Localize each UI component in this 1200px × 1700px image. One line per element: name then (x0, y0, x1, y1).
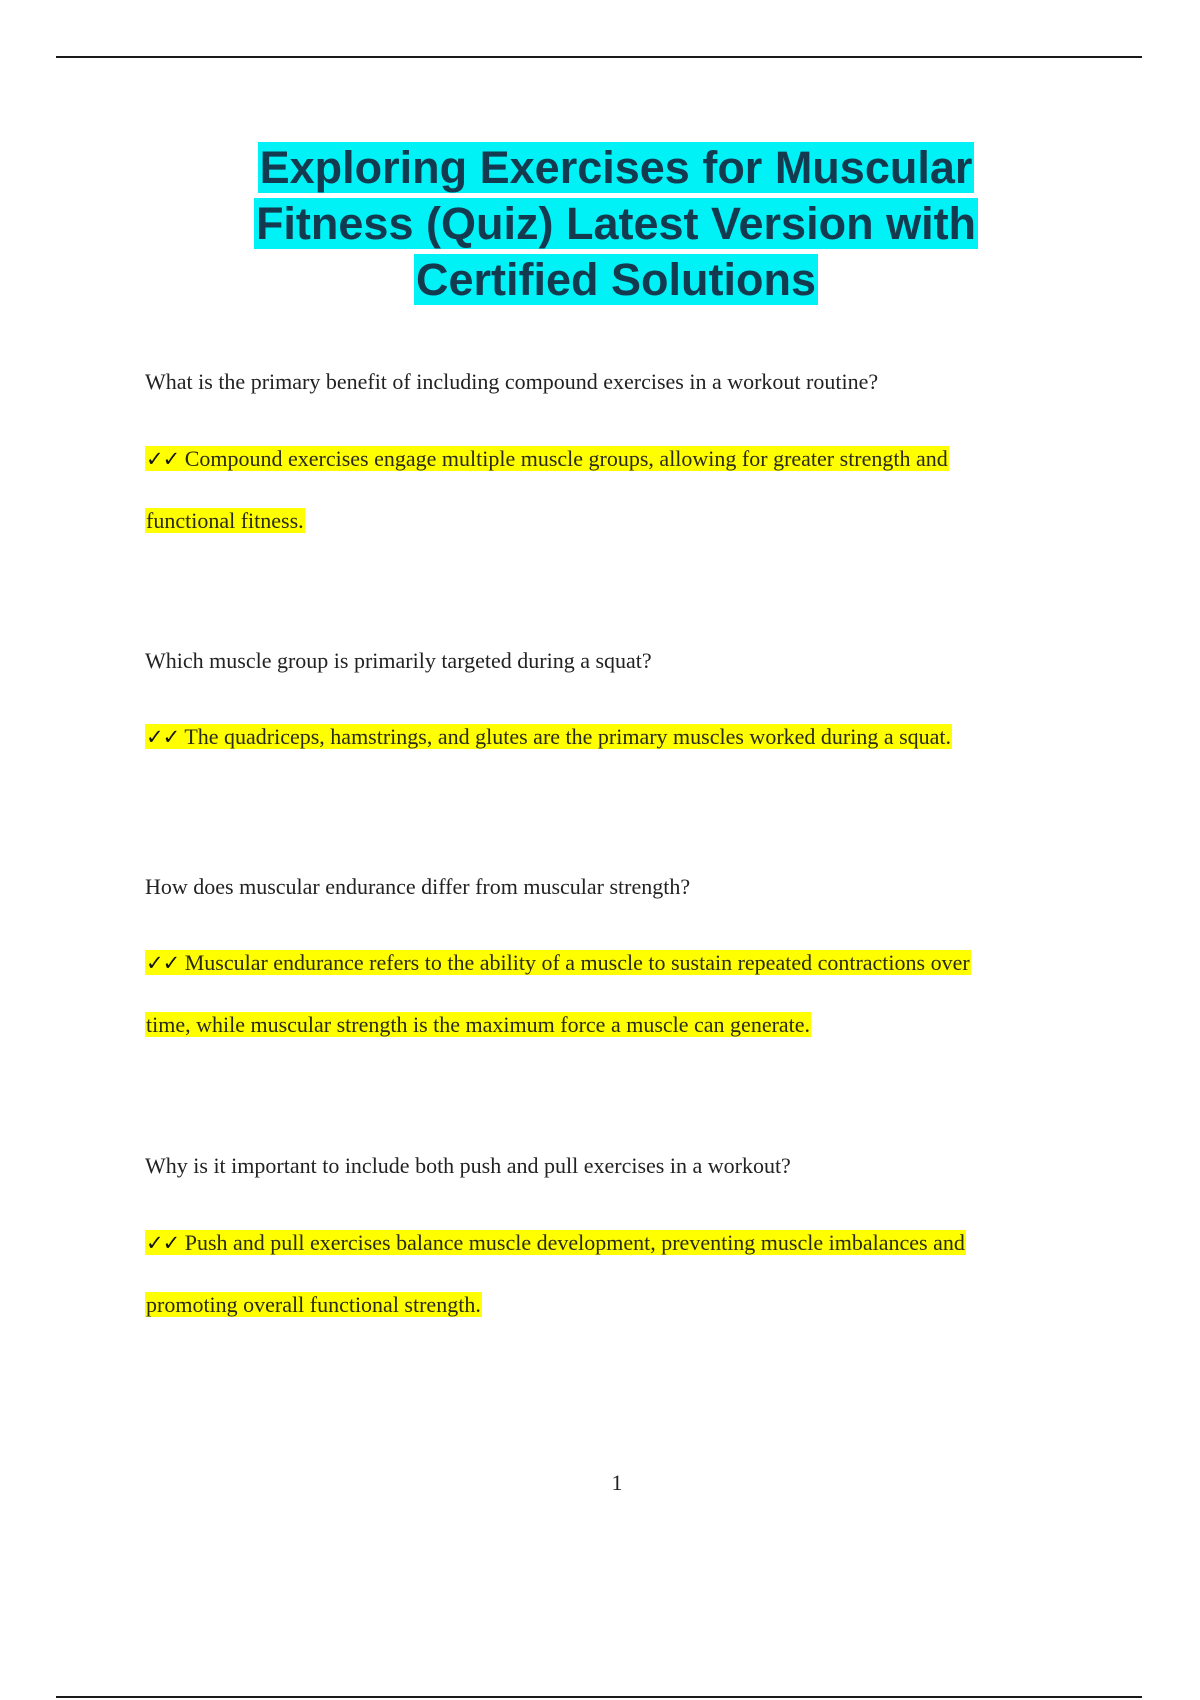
answer-2 (145, 706, 1065, 768)
qa-item-3 (145, 872, 1065, 1055)
question-2: Which muscle group is primarily targeted during a squat? (145, 648, 652, 673)
qa-item-2 (145, 646, 1065, 768)
title-line-3: Certified Solutions (415, 254, 816, 305)
answer-1 (145, 428, 1065, 551)
answer-4-line-1: Push and pull exercises balance muscle development, preventing muscle imbalances and (184, 1230, 965, 1255)
answer-1-line-2: functional fitness. (146, 508, 304, 533)
bottom-rule (56, 1696, 1142, 1698)
question-4: Why is it important to include both push and pull exercises in a workout? (145, 1153, 791, 1178)
question-3: How does muscular endurance differ from muscular strength? (145, 874, 691, 899)
page-number: 1 (611, 1470, 623, 1495)
answer-3-line-1: Muscular endurance refers to the ability of a muscle to sustain repeated contractions over (184, 950, 970, 975)
answer-3 (145, 932, 1065, 1055)
answer-4-line-2: promoting overall functional strength. (146, 1292, 481, 1317)
check-icon: ✓✓ (146, 951, 180, 975)
answer-4 (145, 1212, 1065, 1335)
check-icon: ✓✓ (146, 1231, 180, 1255)
qa-item-4 (145, 1151, 1065, 1335)
answer-2-line-1: The quadriceps, hamstrings, and glutes are the primary muscles worked during a squat. (184, 724, 952, 749)
answer-1-line-1: Compound exercises engage multiple muscle groups, allowing for greater strength and (184, 446, 948, 471)
qa-item-1 (145, 367, 1065, 551)
title-line-2: Fitness (Quiz) Latest Version with (255, 198, 977, 249)
document-title (145, 140, 1087, 308)
question-1: What is the primary benefit of including compound exercises in a workout routine? (145, 369, 879, 394)
check-icon: ✓✓ (146, 725, 180, 749)
title-line-1: Exploring Exercises for Muscular (259, 142, 973, 193)
check-icon: ✓✓ (146, 447, 180, 471)
top-rule (56, 56, 1142, 58)
answer-3-line-2: time, while muscular strength is the maximum force a muscle can generate. (146, 1012, 811, 1037)
